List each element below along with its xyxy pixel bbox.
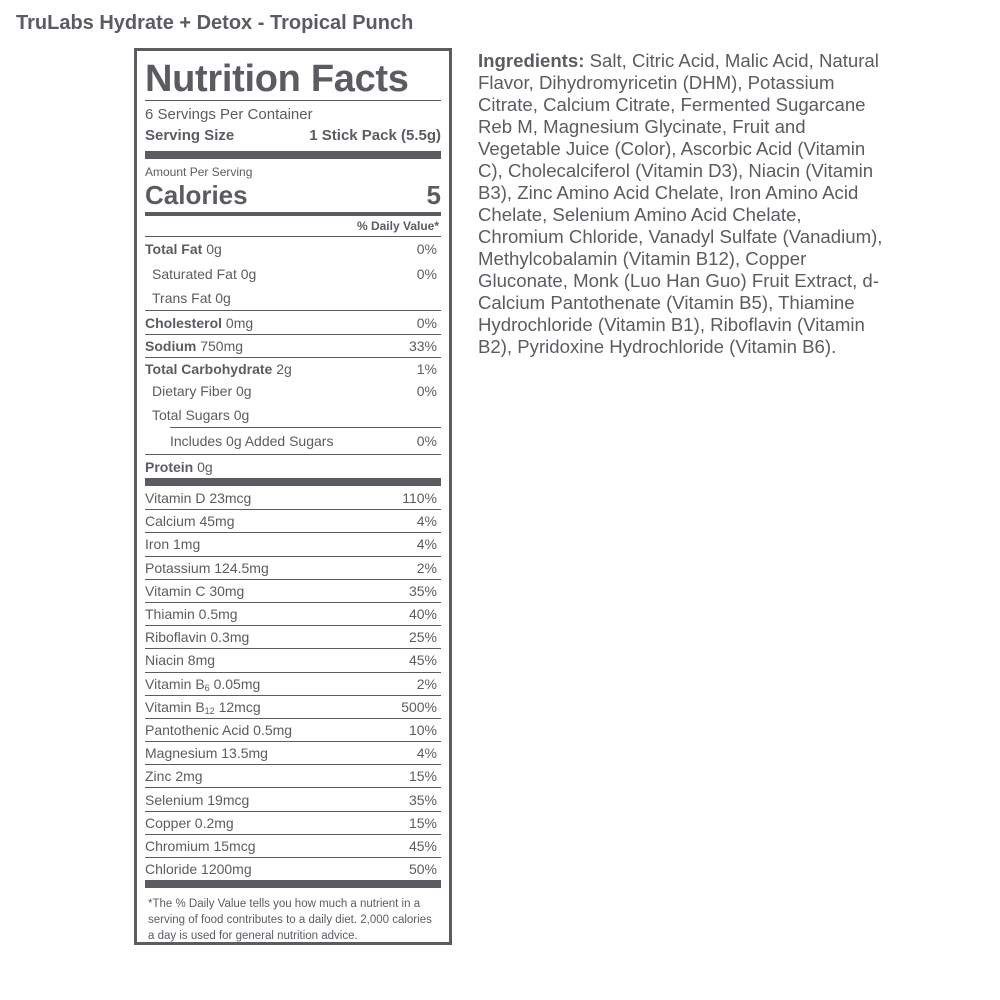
vitamin-row	[145, 764, 441, 787]
vitamin-label: Potassium 124.5mg	[145, 559, 269, 576]
nutrient-row-total-carbohydrate	[145, 357, 441, 379]
vitamin-row	[145, 787, 441, 810]
nutrient-dv: 0%	[416, 265, 437, 282]
nutrient-dv: 0%	[416, 241, 437, 257]
nutrient-dv: 0%	[416, 382, 437, 399]
calories-value: 5	[426, 180, 441, 210]
vitamin-label: Copper 0.2mg	[145, 814, 234, 831]
vitamin-dv: 500%	[401, 698, 437, 715]
vitamin-row	[145, 509, 441, 532]
nutrient-row-dietary-fiber	[145, 379, 441, 402]
vitamin-row	[145, 579, 441, 602]
ingredients-list	[478, 50, 888, 358]
nutrient-dv: 0%	[416, 433, 437, 449]
nutrition-facts-heading: Nutrition Facts	[145, 58, 409, 100]
nutrient-name	[145, 459, 213, 475]
divider-thick	[145, 880, 441, 888]
vitamin-dv: 45%	[408, 837, 437, 854]
nutrient-dv: 33%	[408, 338, 437, 354]
vitamin-dv: 110%	[402, 489, 437, 506]
vitamin-name	[145, 699, 261, 715]
vitamin-label: Niacin 8mg	[145, 652, 216, 669]
nutrient-row-total-sugars	[145, 402, 441, 427]
nutrient-label: Includes 0g Added Sugars	[170, 433, 334, 449]
vitamin-row	[145, 625, 441, 648]
amount-per-serving: Amount Per Serving	[145, 165, 253, 179]
vitamin-label: Zinc 2mg	[145, 768, 203, 785]
nutrient-row-sodium	[145, 334, 441, 357]
vitamin-row	[145, 486, 441, 509]
vitamin-dv: 4%	[416, 536, 437, 553]
vitamin-row	[145, 602, 441, 625]
vitamin-dv: 45%	[408, 652, 437, 669]
divider-thick	[145, 478, 441, 486]
vitamin-label: Vitamin B	[145, 698, 205, 715]
vitamin-amount: 0.05mg	[213, 675, 261, 692]
calories-label: Calories	[145, 180, 248, 210]
vitamin-label: Riboflavin 0.3mg	[145, 629, 250, 646]
nutrient-name	[145, 241, 222, 257]
serving-size-label: Serving Size	[145, 127, 235, 144]
calories-row	[145, 180, 441, 212]
nutrition-facts-label	[134, 48, 452, 945]
nutrient-name	[145, 315, 253, 331]
nutrient-label: Dietary Fiber 0g	[152, 382, 252, 399]
nutrient-row-trans-fat	[145, 286, 441, 310]
nutrient-amount: 750mg	[200, 338, 244, 354]
nutrient-label: Total Fat	[145, 241, 203, 257]
nutrient-amount: 0g	[197, 458, 213, 475]
vitamin-row	[145, 648, 441, 671]
vitamin-dv: 50%	[408, 861, 437, 878]
vitamins-minerals-list	[145, 486, 441, 880]
vitamin-row	[145, 695, 441, 718]
vitamin-dv: 10%	[408, 721, 437, 738]
vitamin-dv: 35%	[408, 791, 437, 808]
vitamin-label: Vitamin C 30mg	[145, 582, 245, 599]
vitamin-dv: 25%	[408, 629, 437, 646]
vitamin-label: Vitamin B	[145, 675, 205, 692]
vitamin-dv: 4%	[416, 745, 437, 762]
vitamin-label: Chromium 15mcg	[145, 837, 256, 854]
nutrient-label: Total Sugars 0g	[152, 406, 250, 423]
nutrient-label: Sodium	[145, 338, 197, 354]
vitamin-row	[145, 718, 441, 741]
nutrient-name	[145, 361, 292, 377]
vitamin-amount: 12mcg	[218, 698, 261, 715]
vitamin-dv: 15%	[408, 768, 437, 785]
vitamin-label: Vitamin D 23mcg	[145, 489, 252, 506]
nutrient-row-cholesterol	[145, 310, 441, 334]
nutrient-amount: 0g	[206, 241, 222, 257]
nutrient-row-total-fat	[145, 236, 441, 261]
ingredients-label: Ingredients:	[478, 50, 585, 71]
vitamin-subscript: 12	[204, 705, 215, 716]
vitamin-dv: 2%	[416, 675, 437, 692]
vitamin-dv: 35%	[408, 582, 437, 599]
serving-size-row	[145, 125, 441, 151]
nutrient-label: Trans Fat 0g	[152, 290, 231, 306]
vitamin-label: Iron 1mg	[145, 536, 201, 553]
product-title: TruLabs Hydrate + Detox - Tropical Punch	[16, 12, 414, 34]
vitamin-label: Thiamin 0.5mg	[145, 606, 238, 623]
vitamin-label: Pantothenic Acid 0.5mg	[145, 721, 293, 738]
daily-value-footnote: *The % Daily Value tells you how much a nutrient in a serving of food contributes to a daily diet. 2,000 calories a day is used for general nutrition advice.	[148, 898, 432, 943]
vitamin-label: Chloride 1200mg	[145, 861, 252, 878]
nutrient-row-protein	[145, 454, 441, 478]
nutrient-dv: 0%	[416, 314, 437, 331]
nutrient-label: Cholesterol	[145, 314, 223, 331]
vitamin-label: Selenium 19mcg	[145, 791, 250, 808]
nutrient-row-saturated-fat	[145, 261, 441, 286]
nutrient-name	[145, 338, 243, 354]
vitamin-name	[145, 676, 260, 692]
vitamin-row	[145, 556, 441, 579]
divider-thick	[145, 151, 441, 159]
serving-size-value: 1 Stick Pack (5.5g)	[309, 127, 441, 144]
divider	[145, 100, 441, 101]
ingredients-text: Salt, Citric Acid, Malic Acid, Natural Flavor, Dihydromyricetin (DHM), Potassium Citrate, Calcium Citrate, Fermented Sugarcane Reb M, Magnesium Glycinate, Fruit and Vegetable Juice (Color), Ascorbic Acid (Vitamin C), Cholecalciferol (Vitamin D3), Niacin (Vitamin B3), Zinc Amino Acid Chelate, Iron Amino Acid Chelate, Selenium Amino Acid Chelate, Chromium Chloride, Vanadyl Sulfate (Vanadium), Methylcobalamin (Vitamin B12), Copper Gluconate, Monk (Luo Han Guo) Fruit Extract, d-Calcium Pantothenate (Vitamin B5), Thiamine Hydrochloride (Vitamin B1), Riboflavin (Vitamin B2), Pyridoxine Hydrochloride (Vitamin B6).	[478, 50, 883, 357]
vitamin-row	[145, 741, 441, 764]
vitamin-row	[145, 532, 441, 555]
vitamin-dv: 40%	[408, 606, 437, 623]
nutrient-row-added-sugars	[170, 427, 441, 454]
daily-value-header: % Daily Value*	[356, 219, 439, 233]
nutrient-label: Total Carbohydrate	[145, 360, 273, 377]
vitamin-dv: 4%	[416, 513, 437, 530]
nutrient-amount: 2g	[276, 360, 292, 377]
vitamin-subscript: 6	[204, 682, 210, 693]
vitamin-row	[145, 834, 441, 857]
vitamin-label: Magnesium 13.5mg	[145, 745, 268, 762]
servings-per-container: 6 Servings Per Container	[145, 106, 313, 123]
nutrient-dv: 1%	[416, 360, 437, 377]
vitamin-dv: 2%	[416, 559, 437, 576]
vitamin-row	[145, 857, 441, 880]
nutrient-label: Protein	[145, 458, 194, 475]
vitamin-row	[145, 672, 441, 695]
nutrient-label: Saturated Fat 0g	[152, 265, 257, 282]
vitamin-row	[145, 811, 441, 834]
vitamin-dv: 15%	[408, 814, 437, 831]
vitamin-label: Calcium 45mg	[145, 513, 235, 530]
nutrient-amount: 0mg	[225, 314, 254, 331]
